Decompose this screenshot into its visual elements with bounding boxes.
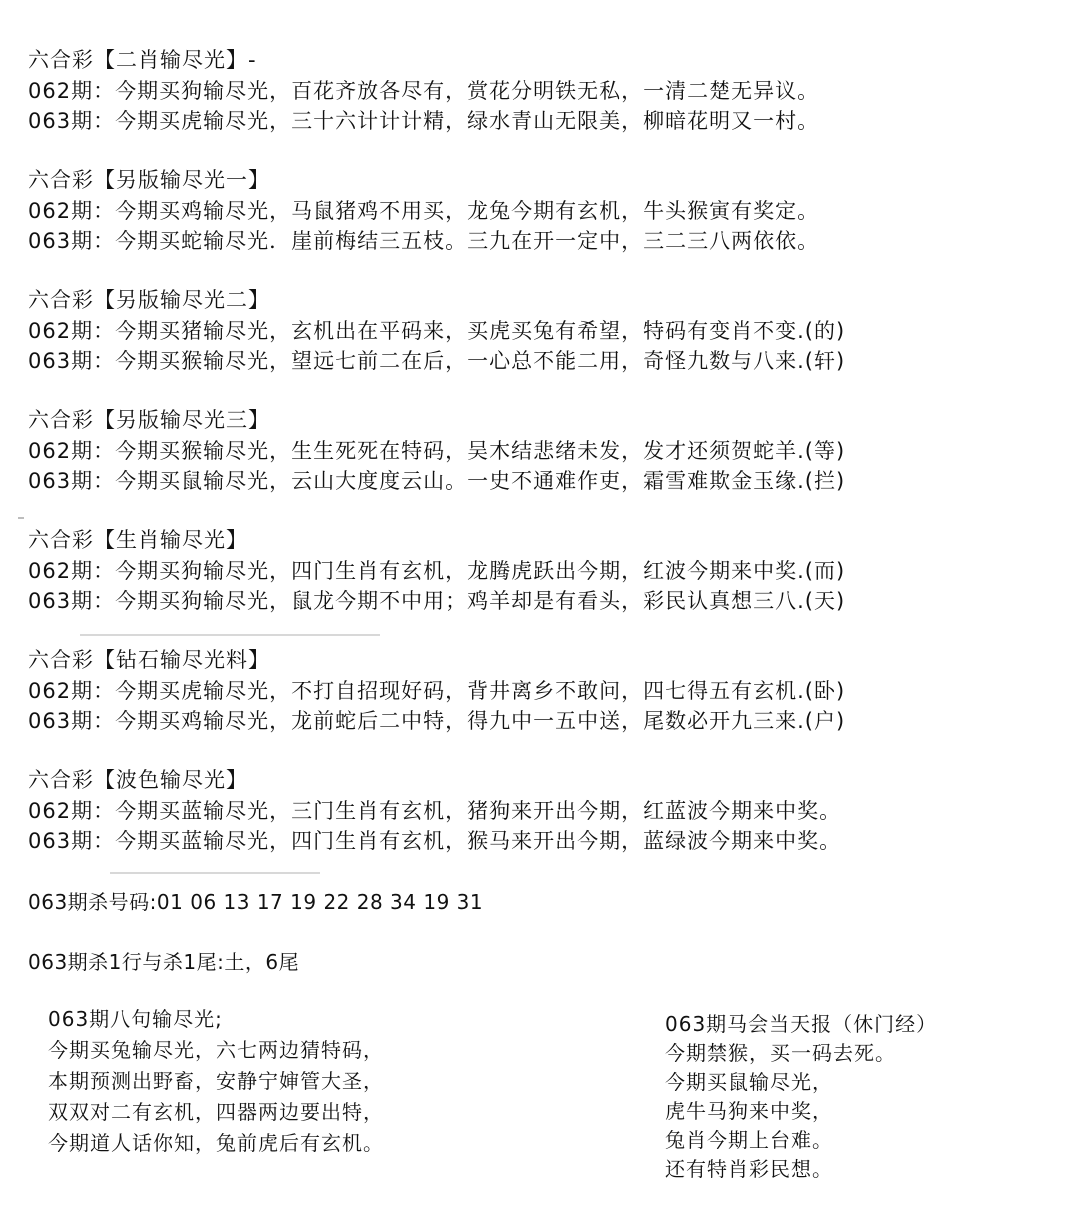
section-sheng-xiao bbox=[28, 527, 1068, 617]
prediction-line: 063期：今期买鸡输尽光，龙前蛇后二中特，得九中一五中送，尾数必开九三来.(户) bbox=[28, 709, 846, 733]
scan-artifact-line bbox=[80, 634, 380, 636]
section-title: 六合彩【钻石输尽光料】 bbox=[28, 648, 270, 672]
poem-title: 063期马会当天报（休门经） bbox=[665, 1012, 938, 1036]
poem-line: 还有特肖彩民想。 bbox=[665, 1157, 833, 1181]
prediction-line: 063期：今期买蓝输尽光，四门生肖有玄机，猴马来开出今期，蓝绿波今期来中奖。 bbox=[28, 829, 842, 853]
section-title: 六合彩【波色输尽光】 bbox=[28, 768, 248, 792]
poem-line: 今期禁猴，买一码去死。 bbox=[665, 1041, 896, 1065]
prediction-line: 063期：今期买鼠输尽光，云山大度度云山。一史不通难作吏，霜雪难欺金玉缘.(拦) bbox=[28, 469, 846, 493]
prediction-line: 062期：今期买狗输尽光，百花齐放各尽有，赏花分明铁无私，一清二楚无异议。 bbox=[28, 79, 820, 103]
prediction-line: 062期：今期买鸡输尽光，马鼠猪鸡不用买，龙兔今期有玄机，牛头猴寅有奖定。 bbox=[28, 199, 820, 223]
poem-left bbox=[48, 1004, 384, 1159]
section-title: 六合彩【生肖输尽光】 bbox=[28, 528, 248, 552]
poem-line: 今期买鼠输尽光， bbox=[665, 1070, 833, 1094]
poem-line: 本期预测出野畜，安静宁婶管大圣， bbox=[48, 1069, 384, 1093]
section-ling-ban-2 bbox=[28, 287, 1068, 377]
section-ling-ban-3 bbox=[28, 407, 1068, 497]
scan-artifact-line bbox=[110, 872, 320, 874]
section-zuan-shi bbox=[28, 647, 1068, 737]
poem-line: 双双对二有玄机，四器两边要出特， bbox=[48, 1100, 384, 1124]
section-er-xiao bbox=[28, 47, 1068, 137]
kill-row-tail: 063期杀1行与杀1尾:土，6尾 bbox=[28, 950, 300, 974]
poem-title: 063期八句输尽光; bbox=[48, 1007, 223, 1031]
prediction-line: 062期：今期买猴输尽光，生生死死在特码，吴木结悲绪未发，发才还须贺蛇羊.(等) bbox=[28, 439, 846, 463]
scan-artifact-dash bbox=[18, 517, 24, 519]
section-ling-ban-1 bbox=[28, 167, 1068, 257]
section-title: 六合彩【另版输尽光二】 bbox=[28, 288, 270, 312]
poem-line: 虎牛马狗来中奖， bbox=[665, 1099, 833, 1123]
prediction-line: 062期：今期买虎输尽光，不打自招现好码，背井离乡不敢问，四七得五有玄机.(卧) bbox=[28, 679, 846, 703]
prediction-line: 062期：今期买蓝输尽光，三门生肖有玄机，猪狗来开出今期，红蓝波今期来中奖。 bbox=[28, 799, 842, 823]
prediction-line: 063期：今期买蛇输尽光．崖前梅结三五枝。三九在开一定中，三二三八两依依。 bbox=[28, 229, 820, 253]
poem-line: 兔肖今期上台难。 bbox=[665, 1128, 833, 1152]
section-title: 六合彩【另版输尽光一】 bbox=[28, 168, 270, 192]
section-title: 六合彩【另版输尽光三】 bbox=[28, 408, 270, 432]
poem-right bbox=[665, 1010, 937, 1184]
section-bo-se bbox=[28, 767, 1068, 857]
prediction-line: 062期：今期买猪输尽光，玄机出在平码来，买虎买兔有希望，特码有变肖不变.(的) bbox=[28, 319, 846, 343]
prediction-line: 063期：今期买猴输尽光，望远七前二在后，一心总不能二用，奇怪九数与八来.(轩) bbox=[28, 349, 846, 373]
poem-line: 今期道人话你知，兔前虎后有玄机。 bbox=[48, 1131, 384, 1155]
poem-line: 今期买兔输尽光，六七两边猜特码， bbox=[48, 1038, 384, 1062]
prediction-line: 062期：今期买狗输尽光，四门生肖有玄机，龙腾虎跃出今期，红波今期来中奖.(而) bbox=[28, 559, 846, 583]
prediction-line: 063期：今期买虎输尽光，三十六计计计精，绿水青山无限美，柳暗花明又一村。 bbox=[28, 109, 820, 133]
section-title: 六合彩【二肖输尽光】- bbox=[28, 48, 257, 72]
prediction-line: 063期：今期买狗输尽光，鼠龙今期不中用；鸡羊却是有看头，彩民认真想三八.(天) bbox=[28, 589, 846, 613]
kill-numbers: 063期杀号码:01 06 13 17 19 22 28 34 19 31 bbox=[28, 890, 484, 914]
